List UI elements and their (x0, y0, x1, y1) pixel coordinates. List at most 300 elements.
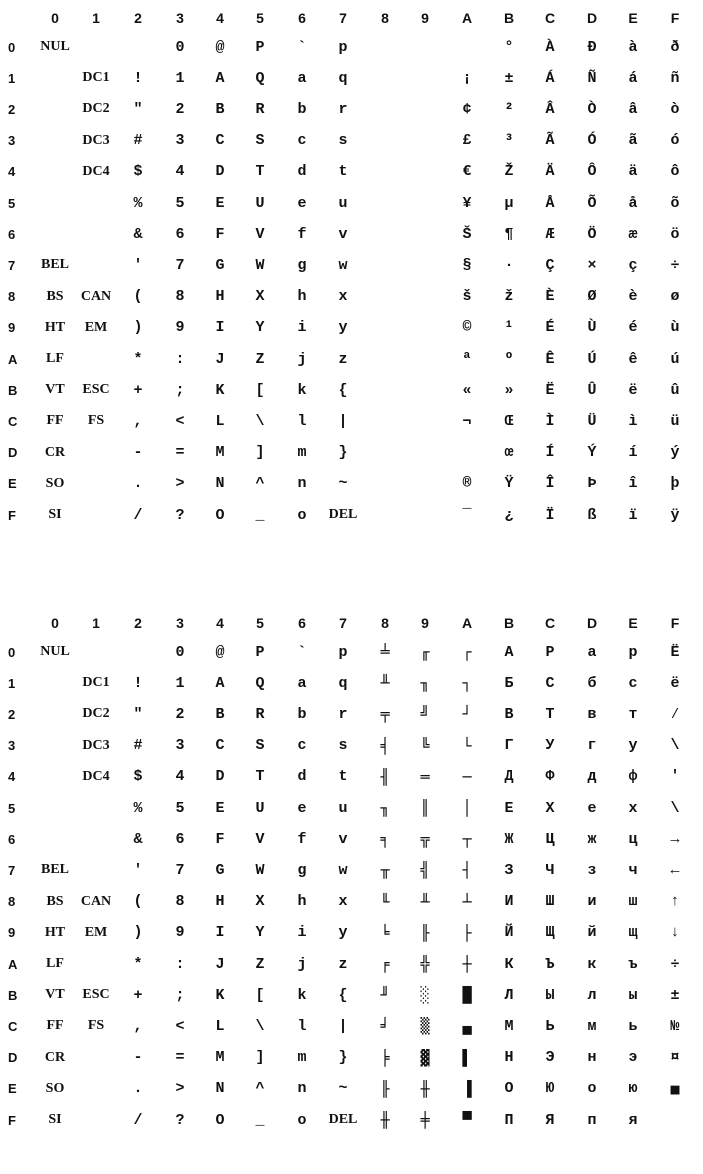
glyph-cell: Ч (545, 861, 555, 879)
glyph-cell: N (215, 1080, 225, 1098)
glyph-cell: ′ (670, 768, 680, 786)
glyph-cell: # (133, 737, 143, 755)
glyph-cell: ╨ (420, 892, 430, 911)
glyph-cell: Û (587, 381, 597, 399)
row-header: C (8, 413, 18, 429)
glyph-cell: G (215, 861, 225, 879)
glyph-cell: ä (628, 163, 638, 181)
glyph-cell: ' (133, 256, 143, 274)
glyph-cell: ■ (670, 1079, 680, 1098)
glyph-cell: % (133, 194, 143, 212)
glyph-cell: / (133, 1111, 143, 1129)
glyph-cell: B (215, 705, 225, 723)
glyph-cell: Ê (545, 350, 555, 368)
glyph-cell: , (133, 1017, 143, 1035)
glyph-cell: l (297, 412, 307, 430)
glyph-cell: ] (255, 444, 265, 462)
glyph-cell: Х (545, 799, 555, 817)
row-header: 2 (8, 706, 16, 722)
column-header: 7 (339, 10, 347, 26)
glyph-cell: z (338, 955, 348, 973)
column-header: 7 (339, 615, 347, 631)
glyph-cell: 7 (175, 861, 185, 879)
glyph-cell: ╥ (380, 861, 390, 880)
glyph-cell: é (628, 319, 638, 337)
glyph-cell: Ú (587, 350, 597, 368)
glyph-cell: ` (297, 643, 307, 661)
glyph-cell: Ð (587, 38, 597, 56)
glyph-cell: ь (628, 1017, 638, 1035)
row-header: 2 (8, 101, 16, 117)
glyph-cell: ö (670, 225, 680, 243)
glyph-cell: Z (255, 350, 265, 368)
glyph-cell: œ (504, 444, 514, 462)
glyph-cell: я (628, 1111, 638, 1129)
glyph-cell: y (338, 924, 348, 942)
glyph-cell: i (297, 924, 307, 942)
glyph-cell: n (297, 1080, 307, 1098)
glyph-cell: ╨ (380, 674, 390, 693)
glyph-cell: Ё (670, 643, 680, 661)
glyph-cell: \ (255, 412, 265, 430)
glyph-cell: ╫ (380, 1111, 390, 1129)
glyph-cell: Р (545, 643, 555, 661)
glyph-cell: З (504, 861, 514, 879)
glyph-cell: d (297, 163, 307, 181)
glyph-cell: a (297, 674, 307, 692)
glyph-cell: T (255, 163, 265, 181)
glyph-cell: ╦ (420, 830, 430, 849)
glyph-cell: ╓ (420, 643, 430, 661)
column-header: D (586, 615, 598, 631)
control-code-cell: HT (44, 319, 66, 335)
glyph-cell: × (587, 256, 597, 274)
glyph-cell: 8 (175, 893, 185, 911)
glyph-cell: " (133, 705, 143, 723)
glyph-cell: $ (133, 163, 143, 181)
glyph-cell: У (545, 737, 555, 755)
glyph-cell: w (338, 861, 348, 879)
row-header: 1 (8, 675, 16, 691)
glyph-cell: p (338, 643, 348, 661)
column-header: A (461, 10, 473, 26)
control-code-cell: DC2 (82, 101, 110, 117)
glyph-cell: ù (670, 319, 680, 337)
row-header: 3 (8, 133, 16, 149)
glyph-cell: ╒ (380, 955, 390, 973)
glyph-cell: ' (133, 861, 143, 879)
control-code-cell: EM (84, 319, 108, 335)
column-header: 6 (298, 10, 306, 26)
glyph-cell: [ (255, 986, 265, 1004)
glyph-cell: ® (462, 475, 472, 493)
column-header: 2 (134, 10, 142, 26)
glyph-cell: * (133, 955, 143, 973)
glyph-cell: A (215, 674, 225, 692)
row-header: D (8, 445, 18, 461)
glyph-cell: U (255, 799, 265, 817)
glyph-cell: h (297, 893, 307, 911)
glyph-cell: 1 (175, 69, 185, 87)
control-code-cell: SO (45, 475, 65, 491)
glyph-cell: К (504, 955, 514, 973)
column-header: E (628, 10, 638, 26)
glyph-cell: M (215, 444, 225, 462)
glyph-cell: Š (462, 225, 472, 243)
glyph-cell: " (133, 100, 143, 118)
glyph-cell: { (338, 381, 348, 399)
glyph-cell: ç (628, 256, 638, 274)
glyph-cell: Z (255, 955, 265, 973)
glyph-cell: 0 (175, 643, 185, 661)
column-header: 2 (134, 615, 142, 631)
glyph-cell: ÿ (670, 506, 680, 524)
glyph-cell: : (175, 350, 185, 368)
glyph-cell: ╡ (380, 736, 390, 755)
glyph-cell: г (587, 737, 597, 755)
glyph-cell: Ю (545, 1080, 555, 1098)
glyph-cell: █ (462, 986, 472, 1005)
glyph-cell: x (338, 288, 348, 306)
glyph-cell: e (297, 194, 307, 212)
control-code-cell: CR (44, 444, 66, 460)
glyph-cell: ± (504, 69, 514, 87)
glyph-cell: ¤ (670, 1049, 680, 1067)
glyph-cell: H (215, 893, 225, 911)
glyph-cell: е (587, 799, 597, 817)
glyph-cell: . (133, 475, 143, 493)
control-code-cell: LF (46, 351, 64, 366)
glyph-cell: ± (670, 986, 680, 1004)
glyph-cell: Ø (587, 288, 597, 306)
glyph-cell: Ш (545, 893, 555, 911)
glyph-cell: I (215, 924, 225, 942)
glyph-cell: О (504, 1080, 514, 1098)
glyph-cell: J (215, 350, 225, 368)
glyph-cell: Ü (587, 412, 597, 430)
glyph-cell: _ (255, 506, 265, 524)
glyph-cell: P (255, 38, 265, 56)
glyph-cell: u (338, 799, 348, 817)
glyph-cell: G (215, 256, 225, 274)
control-code-cell: BEL (40, 862, 69, 878)
column-header: 9 (421, 615, 429, 631)
glyph-cell: } (338, 1049, 348, 1067)
column-header: 8 (381, 615, 389, 631)
control-code-cell: SO (45, 1080, 65, 1096)
glyph-cell: ¬ (462, 412, 472, 430)
glyph-cell: ? (175, 506, 185, 524)
control-code-cell: VT (45, 382, 65, 398)
glyph-cell: │ (462, 799, 472, 817)
glyph-cell: h (297, 288, 307, 306)
glyph-cell: 9 (175, 319, 185, 337)
glyph-cell: X (255, 288, 265, 306)
glyph-cell: ─ (462, 767, 472, 786)
glyph-cell: F (215, 830, 225, 848)
glyph-cell: ó (670, 132, 680, 150)
row-header: F (8, 507, 16, 523)
glyph-cell: ╪ (420, 1111, 430, 1129)
control-code-cell: DEL (328, 507, 358, 522)
glyph-cell: Ô (587, 163, 597, 181)
glyph-cell: @ (215, 643, 225, 661)
glyph-cell: S (255, 737, 265, 755)
glyph-cell: ┤ (462, 861, 472, 880)
glyph-cell: ø (670, 288, 680, 306)
glyph-cell: O (215, 1111, 225, 1129)
glyph-cell: § (462, 256, 472, 274)
glyph-cell: < (175, 1017, 185, 1035)
glyph-cell: î (628, 475, 638, 493)
glyph-cell: ё (670, 674, 680, 692)
glyph-cell: Ö (587, 225, 597, 243)
glyph-cell: ô (670, 163, 680, 181)
glyph-cell: П (504, 1111, 514, 1129)
glyph-cell: ] (255, 1049, 265, 1067)
glyph-cell: Ì (545, 412, 555, 430)
glyph-cell: ª (462, 350, 472, 368)
glyph-cell: ┐ (462, 674, 472, 693)
glyph-cell: Y (255, 924, 265, 942)
control-code-cell: DC4 (82, 163, 110, 179)
glyph-cell: ╕ (380, 830, 390, 849)
glyph-cell: Ç (545, 256, 555, 274)
glyph-cell: ┌ (462, 643, 472, 661)
glyph-cell: ; (175, 986, 185, 1004)
glyph-cell: è (628, 288, 638, 306)
glyph-cell: ý (670, 444, 680, 462)
glyph-cell: ! (133, 69, 143, 87)
control-code-cell: CAN (80, 288, 112, 304)
row-header: 4 (8, 164, 16, 180)
glyph-cell: д (587, 768, 597, 786)
glyph-cell: и (587, 893, 597, 911)
glyph-cell: { (338, 986, 348, 1004)
glyph-cell: « (462, 381, 472, 399)
column-header: 5 (256, 615, 264, 631)
glyph-cell: i (297, 319, 307, 337)
glyph-cell: ╞ (380, 1048, 390, 1067)
glyph-cell: Ж (504, 830, 514, 848)
glyph-cell: g (297, 861, 307, 879)
row-header: 8 (8, 894, 16, 910)
glyph-cell: с (628, 674, 638, 692)
glyph-cell: + (133, 381, 143, 399)
glyph-cell: Ь (545, 1017, 555, 1035)
glyph-cell: Г (504, 737, 514, 755)
glyph-cell: L (215, 1017, 225, 1035)
glyph-cell: © (462, 319, 472, 337)
glyph-cell: / (133, 506, 143, 524)
column-header: 4 (216, 615, 224, 631)
row-header: 1 (8, 70, 16, 86)
glyph-cell: â (628, 100, 638, 118)
glyph-cell: m (297, 444, 307, 462)
glyph-cell: 0 (175, 38, 185, 56)
glyph-cell: ú (670, 350, 680, 368)
glyph-cell: ) (133, 319, 143, 337)
row-header: C (8, 1018, 18, 1034)
glyph-cell: ч (628, 861, 638, 879)
glyph-cell: Ò (587, 100, 597, 118)
glyph-cell: Õ (587, 194, 597, 212)
glyph-cell: o (297, 506, 307, 524)
column-header: 1 (92, 10, 100, 26)
glyph-cell: b (297, 100, 307, 118)
glyph-cell: ¥ (462, 194, 472, 212)
glyph-cell: ▄ (462, 1017, 472, 1036)
glyph-cell: õ (670, 194, 680, 212)
glyph-cell: | (338, 1017, 348, 1035)
glyph-cell: ╙ (380, 892, 390, 911)
control-code-cell: ESC (82, 382, 110, 398)
glyph-cell: q (338, 69, 348, 87)
glyph-cell: ï (628, 506, 638, 524)
glyph-cell: п (587, 1111, 597, 1129)
glyph-cell: Å (545, 194, 555, 212)
glyph-cell: ë (628, 381, 638, 399)
glyph-cell: ╣ (420, 861, 430, 880)
glyph-cell: ~ (338, 475, 348, 493)
column-header: 4 (216, 10, 224, 26)
glyph-cell: 5 (175, 194, 185, 212)
glyph-cell: Æ (545, 225, 555, 243)
glyph-cell: ↑ (670, 893, 680, 911)
glyph-cell: ъ (628, 955, 638, 973)
glyph-cell: 1 (175, 674, 185, 692)
glyph-cell: Т (545, 705, 555, 723)
control-code-cell: ESC (82, 987, 110, 1003)
glyph-cell: х (628, 799, 638, 817)
glyph-cell: б (587, 674, 597, 692)
glyph-cell: á (628, 69, 638, 87)
glyph-cell: Ï (545, 506, 555, 524)
glyph-cell: t (338, 768, 348, 786)
glyph-cell: ю (628, 1080, 638, 1098)
glyph-cell: ` (297, 38, 307, 56)
glyph-cell: V (255, 830, 265, 848)
row-header: 0 (8, 39, 16, 55)
control-code-cell: FF (46, 1018, 64, 1034)
glyph-cell: # (133, 132, 143, 150)
glyph-cell: Á (545, 69, 555, 87)
column-header: 1 (92, 615, 100, 631)
control-code-cell: DC1 (82, 675, 110, 691)
glyph-cell: ; (175, 381, 185, 399)
control-code-cell: NUL (40, 39, 70, 54)
glyph-cell: } (338, 444, 348, 462)
glyph-cell: % (133, 799, 143, 817)
glyph-cell: < (175, 412, 185, 430)
glyph-cell: ┴ (462, 892, 472, 911)
glyph-cell: Y (255, 319, 265, 337)
glyph-cell: Þ (587, 475, 597, 493)
row-header: 5 (8, 800, 16, 816)
control-code-cell: BS (46, 893, 64, 909)
glyph-cell: л (587, 986, 597, 1004)
glyph-cell: @ (215, 38, 225, 56)
column-header: B (503, 615, 515, 631)
glyph-cell: Н (504, 1049, 514, 1067)
glyph-cell: H (215, 288, 225, 306)
column-header: 0 (51, 615, 59, 631)
control-code-cell: SI (48, 1112, 62, 1127)
glyph-cell: ╟ (380, 1079, 390, 1098)
glyph-cell: о (587, 1080, 597, 1098)
glyph-cell: R (255, 100, 265, 118)
control-code-cell: SI (48, 507, 62, 522)
glyph-cell: └ (462, 736, 472, 755)
glyph-cell: С (545, 674, 555, 692)
glyph-cell: ) (133, 924, 143, 942)
glyph-cell: À (545, 38, 555, 56)
glyph-cell: ╚ (420, 736, 430, 755)
glyph-cell: š (462, 288, 472, 306)
glyph-cell: ↓ (670, 924, 680, 942)
control-code-cell: LF (46, 956, 64, 971)
glyph-cell: k (297, 986, 307, 1004)
glyph-cell: $ (133, 768, 143, 786)
glyph-cell: ¢ (462, 100, 472, 118)
glyph-cell: , (133, 412, 143, 430)
glyph-cell: t (338, 163, 348, 181)
glyph-cell: № (670, 1017, 680, 1035)
glyph-cell: > (175, 475, 185, 493)
row-header: 6 (8, 831, 16, 847)
column-header: C (544, 615, 556, 631)
control-code-cell: DC3 (82, 132, 110, 148)
glyph-cell: ð (670, 38, 680, 56)
glyph-cell: ž (504, 288, 514, 306)
glyph-cell: И (504, 893, 514, 911)
glyph-cell: c (297, 737, 307, 755)
glyph-cell: ╝ (420, 705, 430, 724)
column-header: B (503, 10, 515, 26)
glyph-cell: v (338, 830, 348, 848)
glyph-cell: - (133, 444, 143, 462)
row-header: 8 (8, 289, 16, 305)
glyph-cell: Ъ (545, 955, 555, 973)
glyph-cell: ╢ (380, 767, 390, 786)
glyph-cell: М (504, 1017, 514, 1035)
glyph-cell: ^ (255, 475, 265, 493)
glyph-cell: Э (545, 1049, 555, 1067)
glyph-cell: È (545, 288, 555, 306)
glyph-cell: Е (504, 799, 514, 817)
glyph-cell: y (338, 319, 348, 337)
glyph-cell: w (338, 256, 348, 274)
glyph-cell: 3 (175, 737, 185, 755)
control-code-cell: EM (84, 924, 108, 940)
control-code-cell: FF (46, 413, 64, 429)
glyph-cell: » (504, 381, 514, 399)
glyph-cell: l (297, 1017, 307, 1035)
glyph-cell: Ë (545, 381, 555, 399)
glyph-cell: ì (628, 412, 638, 430)
row-header: 3 (8, 738, 16, 754)
column-header: 6 (298, 615, 306, 631)
glyph-cell: à (628, 38, 638, 56)
glyph-cell: d (297, 768, 307, 786)
row-header: 9 (8, 925, 16, 941)
glyph-cell: r (338, 100, 348, 118)
glyph-cell: Ä (545, 163, 555, 181)
glyph-cell: Ã (545, 132, 555, 150)
row-header: 0 (8, 644, 16, 660)
glyph-cell: ³ (504, 132, 514, 150)
glyph-cell: D (215, 163, 225, 181)
